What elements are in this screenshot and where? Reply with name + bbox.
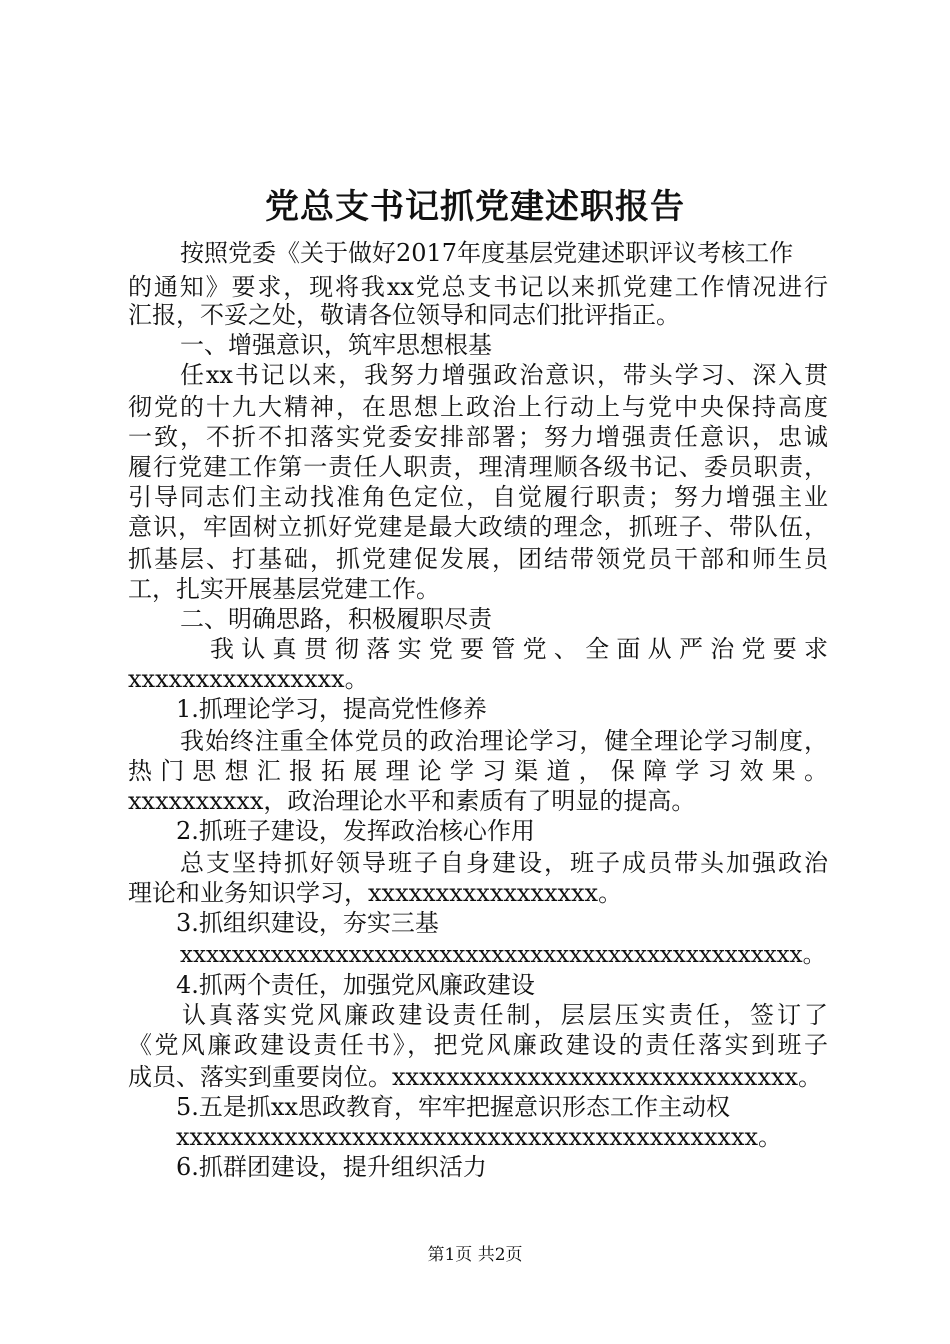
paragraph-line: 我始终注重全体党员的政治理论学习，健全理论学习制度， — [180, 727, 828, 755]
paragraph-line: xxxxxxxxxx，政治理论水平和素质有了明显的提高。 — [128, 787, 696, 815]
paragraph-line: 热门思想汇报拓展理论学习渠道，保障学习效果。 — [128, 757, 828, 785]
paragraph-line: 任xx书记以来，我努力增强政治意识，带头学习、深入贯 — [180, 361, 828, 389]
section-heading: 一、增强意识，筑牢思想根基 — [180, 331, 492, 359]
paragraph-line: xxxxxxxxxxxxxxxxxxxxxxxxxxxxxxxxxxxxxxxxxxx。 — [176, 1123, 783, 1151]
paragraph-line: 意识，牢固树立抓好党建是最大政绩的理念，抓班子、带队伍， — [128, 513, 828, 541]
subsection-heading: 6.抓群团建设，提升组织活力 — [176, 1153, 487, 1181]
paragraph-line: 彻党的十九大精神，在思想上政治上行动上与党中央保持高度 — [128, 393, 828, 421]
paragraph-line: 的通知》要求，现将我xx党总支书记以来抓党建工作情况进行 — [128, 273, 828, 301]
subsection-heading: 1.抓理论学习，提高党性修养 — [176, 695, 487, 723]
paragraph-line: xxxxxxxxxxxxxxxx。 — [128, 665, 369, 693]
paragraph-line: 《党风廉政建设责任书》，把党风廉政建设的责任落实到班子 — [128, 1031, 828, 1059]
document-title: 党总支书记抓党建述职报告 — [265, 187, 685, 227]
paragraph-line: 抓基层、打基础，抓党建促发展，团结带领党员干部和师生员 — [128, 545, 828, 573]
paragraph-line: 按照党委《关于做好2017年度基层党建述职评议考核工作 — [180, 239, 794, 267]
paragraph-line: 工，扎实开展基层党建工作。 — [128, 575, 440, 603]
paragraph-line: 一致，不折不扣落实党委安排部署；努力增强责任意识，忠诚 — [128, 423, 828, 451]
paragraph-line: 履行党建工作第一责任人职责，理清理顺各级书记、委员职责， — [128, 453, 828, 481]
paragraph-line: 引导同志们主动找准角色定位，自觉履行职责；努力增强主业 — [128, 483, 828, 511]
subsection-heading: 5.五是抓xx思政教育，牢牢把握意识形态工作主动权 — [176, 1093, 730, 1121]
paragraph-line: 我认真贯彻落实党要管党、全面从严治党要求 — [210, 635, 828, 663]
subsection-heading: 3.抓组织建设，夯实三基 — [176, 909, 439, 937]
paragraph-line: 汇报，不妥之处，敬请各位领导和同志们批评指正。 — [128, 301, 680, 329]
subsection-heading: 2.抓班子建设，发挥政治核心作用 — [176, 817, 535, 845]
paragraph-line: 认真落实党风廉政建设责任制，层层压实责任，签订了 — [182, 1001, 828, 1029]
page-footer: 第1页 共2页 — [427, 1245, 523, 1265]
section-heading: 二、明确思路，积极履职尽责 — [180, 605, 492, 633]
paragraph-line: 成员、落实到重要岗位。xxxxxxxxxxxxxxxxxxxxxxxxxxxxxx。 — [128, 1063, 823, 1091]
paragraph-line: 总支坚持抓好领导班子自身建设，班子成员带头加强政治 — [180, 849, 828, 877]
paragraph-line: 理论和业务知识学习，xxxxxxxxxxxxxxxxx。 — [128, 879, 623, 907]
subsection-heading: 4.抓两个责任，加强党风廉政建设 — [176, 971, 535, 999]
paragraph-line: xxxxxxxxxxxxxxxxxxxxxxxxxxxxxxxxxxxxxxxxxxxxxxxx。 — [180, 942, 826, 968]
